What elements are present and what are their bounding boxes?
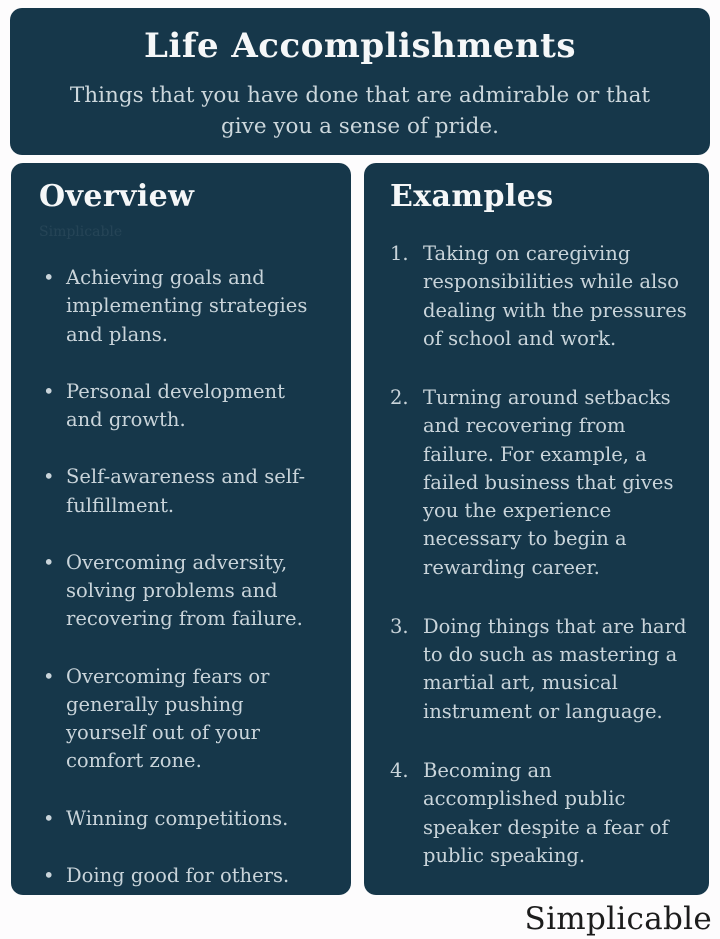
overview-list [39, 264, 327, 890]
list-item: • Self-awareness and self-fulfillment. [39, 463, 327, 520]
examples-panel [364, 163, 709, 895]
content-columns [11, 163, 709, 895]
list-item: Becoming an accomplished public speaker despite a fear of public speaking. [423, 758, 669, 867]
list-item: • Personal development and growth. [39, 378, 327, 435]
header-panel [10, 8, 710, 155]
examples-list [390, 240, 687, 870]
list-item: • Achieving goals and implementing strategies and plans. [39, 264, 327, 349]
list-item: • Overcoming fears or generally pushing yourself out of your comfort zone. [39, 663, 327, 776]
page-subtitle: Things that you have done that are admirable or that give you a sense of pride. [69, 83, 651, 140]
list-item: Taking on caregiving responsibilities while also dealing with the pressures of school and work. [423, 242, 687, 350]
list-item: Doing things that are hard to do such as mastering a martial art, musical instrument or language. [423, 614, 687, 723]
examples-heading: Examples [390, 179, 554, 214]
list-item: • Winning competitions. [39, 805, 327, 833]
overview-heading: Overview [39, 179, 195, 214]
brand-logo-text: Simplicable [524, 901, 712, 937]
faint-watermark: Simplicable [39, 224, 123, 240]
list-item: • Overcoming adversity, solving problems and recovering from failure. [39, 549, 327, 634]
list-item: • Doing good for others. [39, 862, 327, 890]
list-item: Turning around setbacks and recovering from failure. For example, a failed business that gives you the experience necessary to begin a rewarding career. [423, 386, 674, 579]
footer [0, 901, 720, 937]
overview-panel [11, 163, 351, 895]
page-title: Life Accomplishments [144, 26, 576, 66]
